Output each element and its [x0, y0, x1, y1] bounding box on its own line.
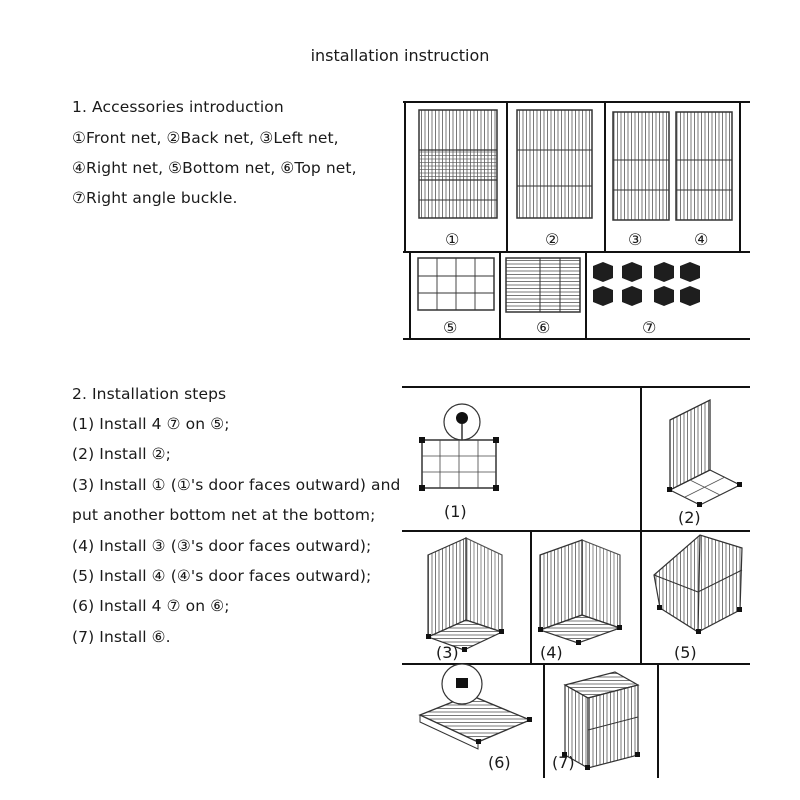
step-3-figure	[426, 538, 504, 652]
label-back-net: ②	[545, 230, 560, 249]
label-left-net: ③	[628, 230, 643, 249]
step-line-7: (6) Install 4 ⑦ on ⑥;	[72, 597, 230, 615]
step-4-figure	[538, 540, 622, 645]
step-line-6: (5) Install ④ (④'s door faces outward);	[72, 567, 372, 585]
label-front-net: ①	[445, 230, 460, 249]
step-line-3: (3) Install ① (①'s door faces outward) and	[72, 476, 401, 494]
label-buckle: ⑦	[642, 318, 657, 337]
label-step-5: (5)	[674, 643, 697, 662]
accessories-line-1: ①Front net, ②Back net, ③Left net,	[72, 129, 339, 147]
step-6-figure	[420, 664, 532, 749]
back-net-panel	[517, 110, 592, 218]
step-2-figure	[667, 400, 742, 507]
accessories-line-2: ④Right net, ⑤Bottom net, ⑥Top net,	[72, 159, 357, 177]
accessories-heading: 1. Accessories introduction	[72, 98, 284, 116]
left-net-panel	[613, 112, 669, 220]
step-line-1: (1) Install 4 ⑦ on ⑤;	[72, 415, 230, 433]
label-step-7: (7)	[552, 753, 575, 772]
step-1-figure	[419, 404, 499, 491]
step-line-8: (7) Install ⑥.	[72, 628, 171, 646]
label-right-net: ④	[694, 230, 709, 249]
page-title: installation instruction	[310, 46, 490, 65]
label-bottom-net: ⑤	[443, 318, 458, 337]
label-step-1: (1)	[444, 502, 467, 521]
label-step-6: (6)	[488, 753, 511, 772]
label-step-2: (2)	[678, 508, 701, 527]
buckles-group	[593, 262, 700, 306]
label-step-3: (3)	[436, 643, 459, 662]
front-net-panel	[419, 110, 497, 218]
step-line-5: (4) Install ③ (③'s door faces outward);	[72, 537, 372, 555]
label-top-net: ⑥	[536, 318, 551, 337]
accessories-line-3: ⑦Right angle buckle.	[72, 189, 238, 207]
label-step-4: (4)	[540, 643, 563, 662]
steps-heading: 2. Installation steps	[72, 385, 227, 403]
top-net-panel	[506, 258, 580, 312]
step-line-4: put another bottom net at the bottom;	[72, 506, 376, 524]
step-5-figure	[654, 535, 742, 634]
step-line-2: (2) Install ②;	[72, 445, 171, 463]
bottom-net-panel	[418, 258, 494, 310]
right-net-panel	[676, 112, 732, 220]
